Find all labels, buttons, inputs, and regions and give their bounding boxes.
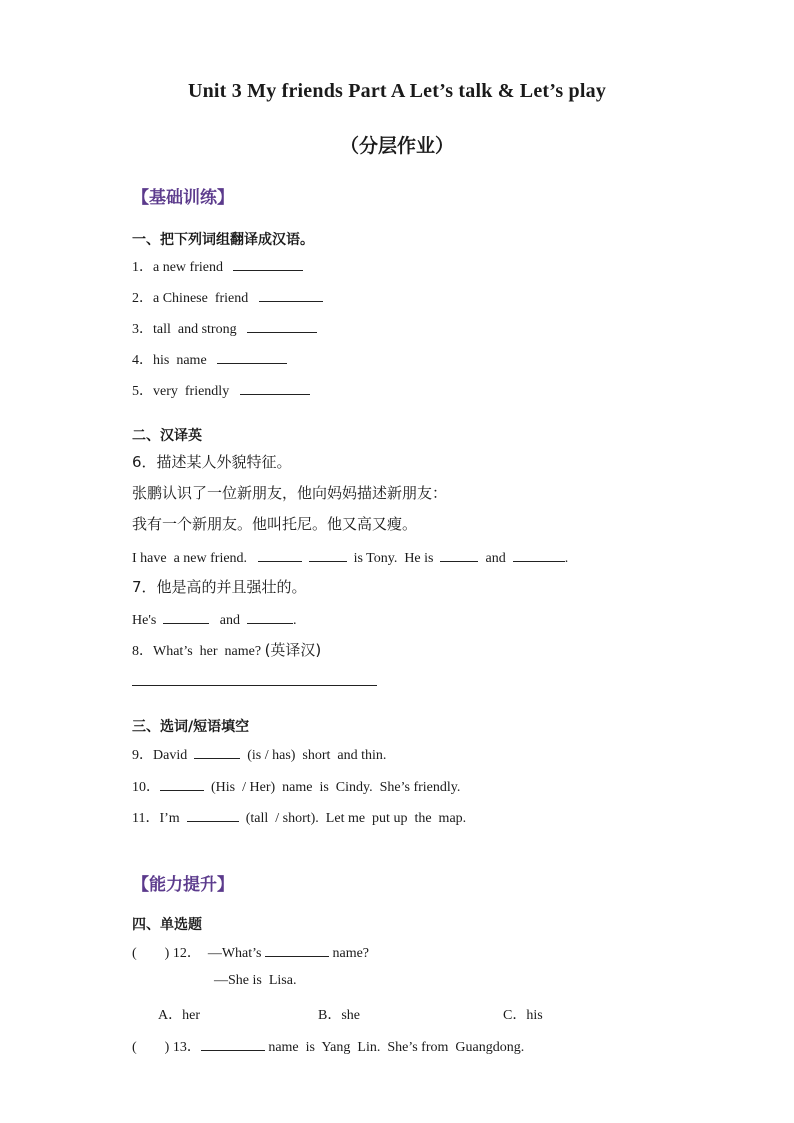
q6-english <box>132 547 568 567</box>
answer-blank[interactable] <box>194 744 240 759</box>
q10 <box>132 776 460 796</box>
q12 <box>132 942 369 962</box>
page-subtitle: （分层作业） <box>339 135 454 157</box>
item-text: tall and strong <box>153 322 237 337</box>
part1-item-2 <box>132 287 323 307</box>
q6-text-c: and <box>485 551 506 566</box>
part1-item-1 <box>132 256 303 276</box>
answer-blank[interactable] <box>258 547 302 562</box>
item-number: 1． <box>132 260 153 275</box>
page-title: Unit 3 My friends Part A Let’s talk & Let’s play <box>187 80 607 102</box>
q7-prompt: 7．他是高的并且强壮的。 <box>132 578 307 596</box>
q12-text-a: 12． —What’s <box>172 946 262 961</box>
q8-note: (英译汉) <box>264 641 322 659</box>
part4-heading: 四、单选题 <box>132 917 202 933</box>
q13-text-a: 13． <box>172 1040 201 1055</box>
part3-heading: 三、选词/短语填空 <box>132 719 250 735</box>
q12-option-c[interactable]: C．his <box>503 1008 543 1023</box>
q11-text-b: (tall / short). Let me put up the map. <box>245 811 467 826</box>
answer-blank[interactable] <box>160 776 204 791</box>
q9 <box>132 744 386 764</box>
q13-text-b: name is Yang Lin. She’s from Guangdong. <box>268 1040 525 1055</box>
item-text: very friendly <box>153 384 230 399</box>
q12-reply: —She is Lisa. <box>214 973 297 988</box>
q12-option-b[interactable]: B．she <box>318 1008 360 1023</box>
q6-context: 张鹏认识了一位新朋友，他向妈妈描述新朋友： <box>132 484 448 502</box>
answer-blank[interactable] <box>163 609 209 624</box>
answer-paren[interactable]: ( ) <box>132 946 170 961</box>
answer-blank[interactable] <box>187 807 239 822</box>
q8-prompt <box>132 639 321 660</box>
q11 <box>132 807 466 827</box>
item-text: a new friend <box>153 260 223 275</box>
q9-text-a: 9．David <box>132 748 188 763</box>
q13 <box>132 1036 524 1056</box>
answer-blank[interactable] <box>513 547 565 562</box>
q7-text-a: He's <box>132 613 157 628</box>
part1-item-4 <box>132 349 287 369</box>
q8-text: 8．What’s her name? <box>132 644 262 659</box>
item-text: his name <box>153 353 207 368</box>
answer-blank[interactable] <box>233 256 303 271</box>
answer-blank[interactable] <box>440 547 478 562</box>
answer-blank[interactable] <box>265 942 329 957</box>
item-number: 3． <box>132 322 153 337</box>
q6-prompt: 6．描述某人外貌特征。 <box>132 453 292 471</box>
item-number: 4． <box>132 353 153 368</box>
answer-blank[interactable] <box>247 609 293 624</box>
part2-heading: 二、汉译英 <box>132 428 202 444</box>
q6-text-b: is Tony. He is <box>353 551 434 566</box>
q6-text-a: I have a new friend. <box>132 551 248 566</box>
part1-item-3 <box>132 318 317 338</box>
q12-option-a[interactable]: A．her <box>158 1008 200 1023</box>
section-advanced-label: 【能力提升】 <box>132 875 234 895</box>
answer-blank[interactable] <box>309 547 347 562</box>
q6-chinese: 我有一个新朋友。他叫托尼。他又高又瘦。 <box>132 515 418 533</box>
q11-text-a: 11．I’m <box>132 811 180 826</box>
q6-text-d: . <box>564 551 569 566</box>
section-basic-label: 【基础训练】 <box>132 188 234 208</box>
q10-text-b: (His / Her) name is Cindy. She’s friendly. <box>211 780 461 795</box>
part1-heading: 一、把下列词组翻译成汉语。 <box>132 232 314 248</box>
q7-text-c: . <box>293 613 297 628</box>
part1-item-5 <box>132 380 310 400</box>
answer-blank[interactable] <box>240 380 310 395</box>
item-number: 2． <box>132 291 153 306</box>
item-text: a Chinese friend <box>153 291 249 306</box>
answer-blank[interactable] <box>201 1036 265 1051</box>
q7-text-b: and <box>219 613 241 628</box>
q7-english <box>132 609 297 629</box>
answer-blank[interactable] <box>217 349 287 364</box>
item-number: 5． <box>132 384 153 399</box>
answer-blank[interactable] <box>259 287 323 302</box>
q10-text-a: 10． <box>132 780 160 795</box>
q12-text-b: name? <box>332 946 370 961</box>
q9-text-b: (is / has) short and thin. <box>247 748 387 763</box>
q8-answer-line[interactable] <box>132 685 377 686</box>
answer-paren[interactable]: ( ) <box>132 1040 170 1055</box>
answer-blank[interactable] <box>247 318 317 333</box>
